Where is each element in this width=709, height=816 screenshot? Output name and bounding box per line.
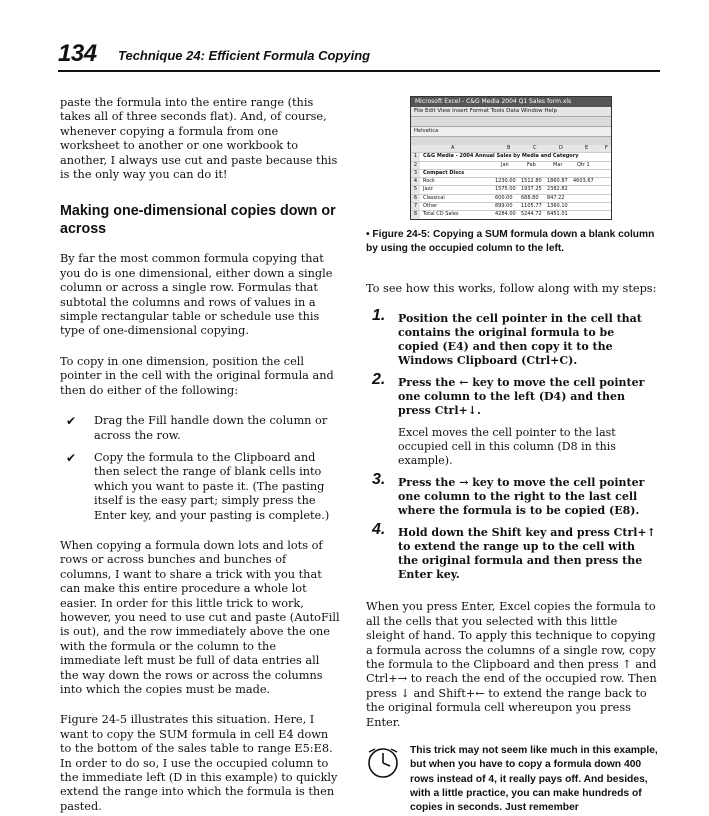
window-title: Microsoft Excel - C&G Media 2004 Q1 Sales form.xls: [411, 97, 611, 107]
paragraph: To see how this works, follow along with my steps:: [366, 282, 658, 296]
column-header-row: A B C D E F: [411, 145, 611, 153]
caption-label: • Figure 24-5:: [366, 229, 430, 240]
check-bullet-icon: ✔: [66, 414, 76, 428]
paragraph: When you press Enter, Excel copies the formula to all the cells that you selected with this little sleight of hand. To apply this technique to copying a formula across the columns of a single row, copy the formula to the Clipboard and then press ↑ and Ctrl+→ to reach the end of the occupied row. Then press ↓ and Shift+← to extend the range back to the original formula cell whereupon you press Enter.: [366, 600, 658, 730]
table-row: 6 Classical 600.00 688.80 847.22: [411, 195, 611, 203]
figure-caption: [366, 228, 666, 255]
caption-text: Copying a SUM formula down a blank column by using the occupied column to the left.: [366, 229, 654, 254]
right-column: [366, 282, 658, 816]
step-item: 3. Press the → key to move the cell pointer one column to the right to the last cell where the formula is to be copied (E8).: [366, 476, 658, 518]
excel-screenshot: [410, 96, 612, 220]
table-row: 4 Rock 1230.00 1512.80 1860.87 4603.67: [411, 178, 611, 186]
bullet-item: ✔ Drag the Fill handle down the column or across the row.: [60, 414, 340, 443]
toolbar: [411, 117, 611, 127]
page-number: 134: [58, 40, 97, 68]
time-saver-note: This trick may not seem like much in this example, but when you have to copy a formula down 400 rows instead of 4, it really pays off. And besides, with a little practice, you can make hundreds of copies in seconds. Just remember: [366, 744, 658, 815]
font-box: Helvetica: [411, 127, 611, 137]
running-title: Technique 24: Efficient Formula Copying: [118, 48, 370, 63]
page-header: [58, 40, 658, 68]
table-row: 7 Other 899.00 1105.77 1360.10: [411, 203, 611, 211]
section-heading: Making one-dimensional copies down or across: [60, 202, 340, 238]
table-row: 2 Jan Feb Mar Qtr 1: [411, 162, 611, 170]
paragraph: paste the formula into the entire range (this takes all of three seconds flat). And, of course, whenever copying a formula from one worksheet to another or one workbook to another, I always use cut and paste because this is the only way you can do it!: [60, 96, 340, 182]
figure-caption-block: [366, 228, 666, 255]
table-row: 8 Total CD Sales 4284.00 5244.72 6451.01: [411, 211, 611, 219]
worksheet-grid: [411, 145, 611, 219]
step-item: 4. Hold down the Shift key and press Ctrl+↑ to extend the range up to the cell with the original formula and then press the Enter key.: [366, 526, 658, 582]
table-row: 5 Jazz 1575.00 1937.25 2382.82: [411, 186, 611, 194]
table-row: 3 Compact Discs: [411, 170, 611, 178]
paragraph: When copying a formula down lots and lots of rows or across bunches and bunches of columns, I want to share a trick with you that can make this entire procedure a whole lot easier. In order for this little trick to work, however, you need to use cut and paste (AutoFill is out), and the row immediately above the one with the formula or the column to the immediate left must be full of data entries all the way down the rows or across the columns into which the copies must be made.: [60, 539, 340, 697]
paragraph: Figure 24-5 illustrates this situation. Here, I want to copy the SUM formula in cell E4 down to the bottom of the sales table to range E5:E8. In order to do so, I use the occupied column to the immediate left (D in this example) to quickly extend the range into which the formula is then pasted.: [60, 713, 340, 814]
check-bullet-icon: ✔: [66, 451, 76, 465]
left-column: [60, 96, 340, 814]
step-item: 2. Press the ← key to move the cell pointer one column to the left (D4) and then press Ctrl+↓.: [366, 376, 658, 418]
table-row: 1 C&G Media - 2004 Annual Sales by Media and Category: [411, 153, 611, 161]
clock-icon: [366, 746, 400, 780]
header-rule: [58, 70, 660, 72]
paragraph: By far the most common formula copying that you do is one dimensional, either down a single column or across a single row. Formulas that subtotal the columns and rows of values in a simple rectangular table or schedule use this type of one-dimensional copying.: [60, 252, 340, 338]
step-item: 1. Position the cell pointer in the cell that contains the original formula to be copied (E4) and then copy it to the Windows Clipboard (Ctrl+C).: [366, 312, 658, 368]
menu-bar: File Edit View Insert Format Tools Data Window Help: [411, 107, 611, 117]
paragraph: To copy in one dimension, position the cell pointer in the cell with the original formula and then do either of the following:: [60, 355, 340, 398]
step-detail: Excel moves the cell pointer to the last occupied cell in this column (D8 in this example).: [366, 426, 658, 468]
bullet-item: ✔ Copy the formula to the Clipboard and then select the range of blank cells into which you want to paste it. (The pasting itself is the easy part; simply press the Enter key, and your pasting is complete.): [60, 451, 340, 523]
